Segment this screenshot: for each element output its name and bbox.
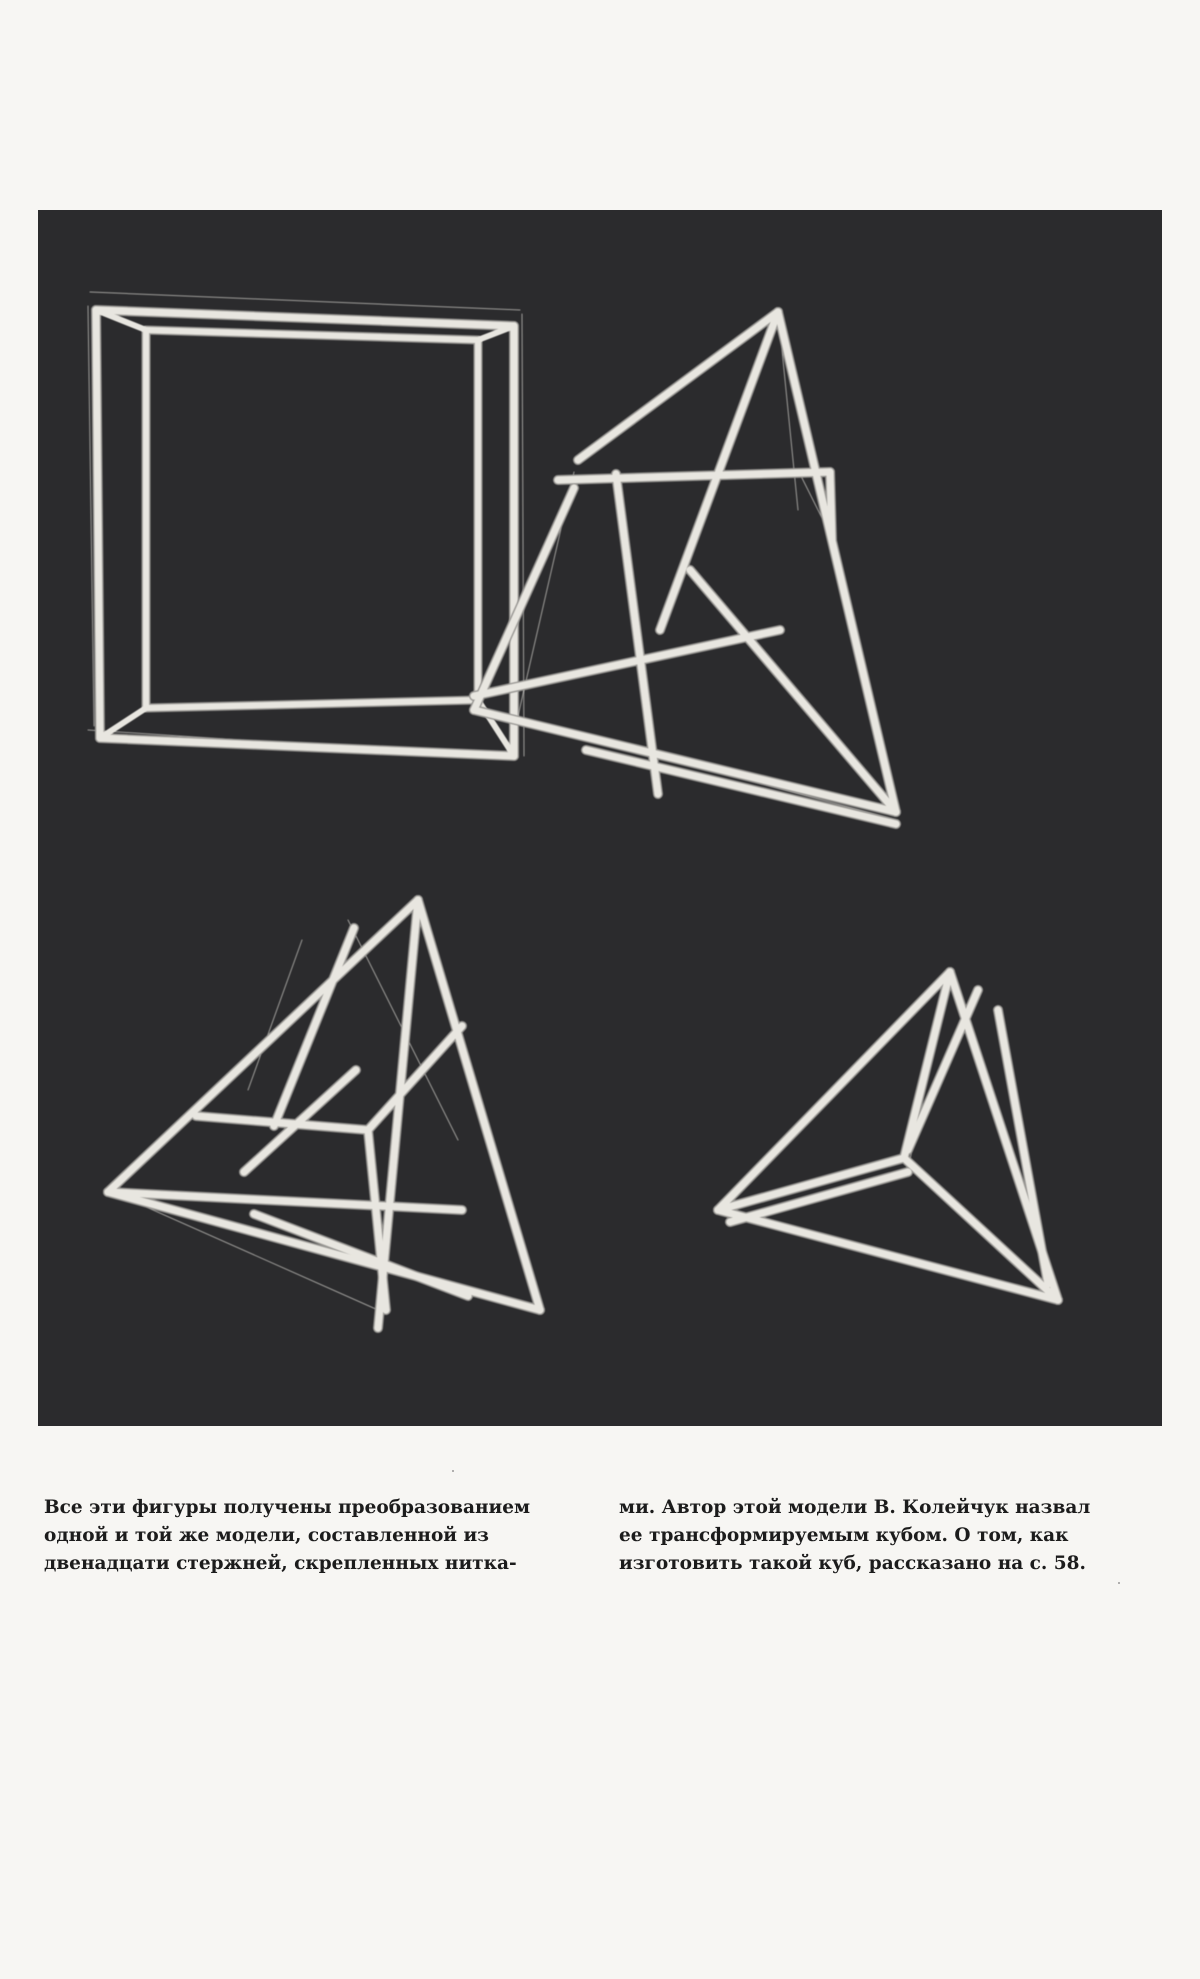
caption-line: ее трансформируемым кубом. О том, как (619, 1525, 1069, 1546)
caption-right-column (619, 1494, 1159, 1578)
caption-line: ми. Автор этой модели В. Колейчук назвал (619, 1497, 1091, 1518)
prism-model (474, 310, 898, 824)
caption-line: одной и той же модели, составленной из (44, 1525, 489, 1546)
cube-model (88, 292, 524, 758)
caption-line: двенадцати стержней, скрепленных нитка- (44, 1553, 517, 1574)
caption-line: изготовить такой куб, рассказано на с. 58. (619, 1553, 1086, 1574)
photo-plate (38, 210, 1162, 1426)
caption-line: Все эти фигуры получены преобразованием (44, 1497, 531, 1518)
print-speck (1118, 1582, 1120, 1584)
caption-left-column (44, 1494, 574, 1578)
print-speck (452, 1470, 454, 1472)
tetrahedron-model-left (108, 900, 540, 1328)
tetrahedron-model-right (718, 970, 1058, 1300)
rod-models-photo (38, 210, 1162, 1426)
